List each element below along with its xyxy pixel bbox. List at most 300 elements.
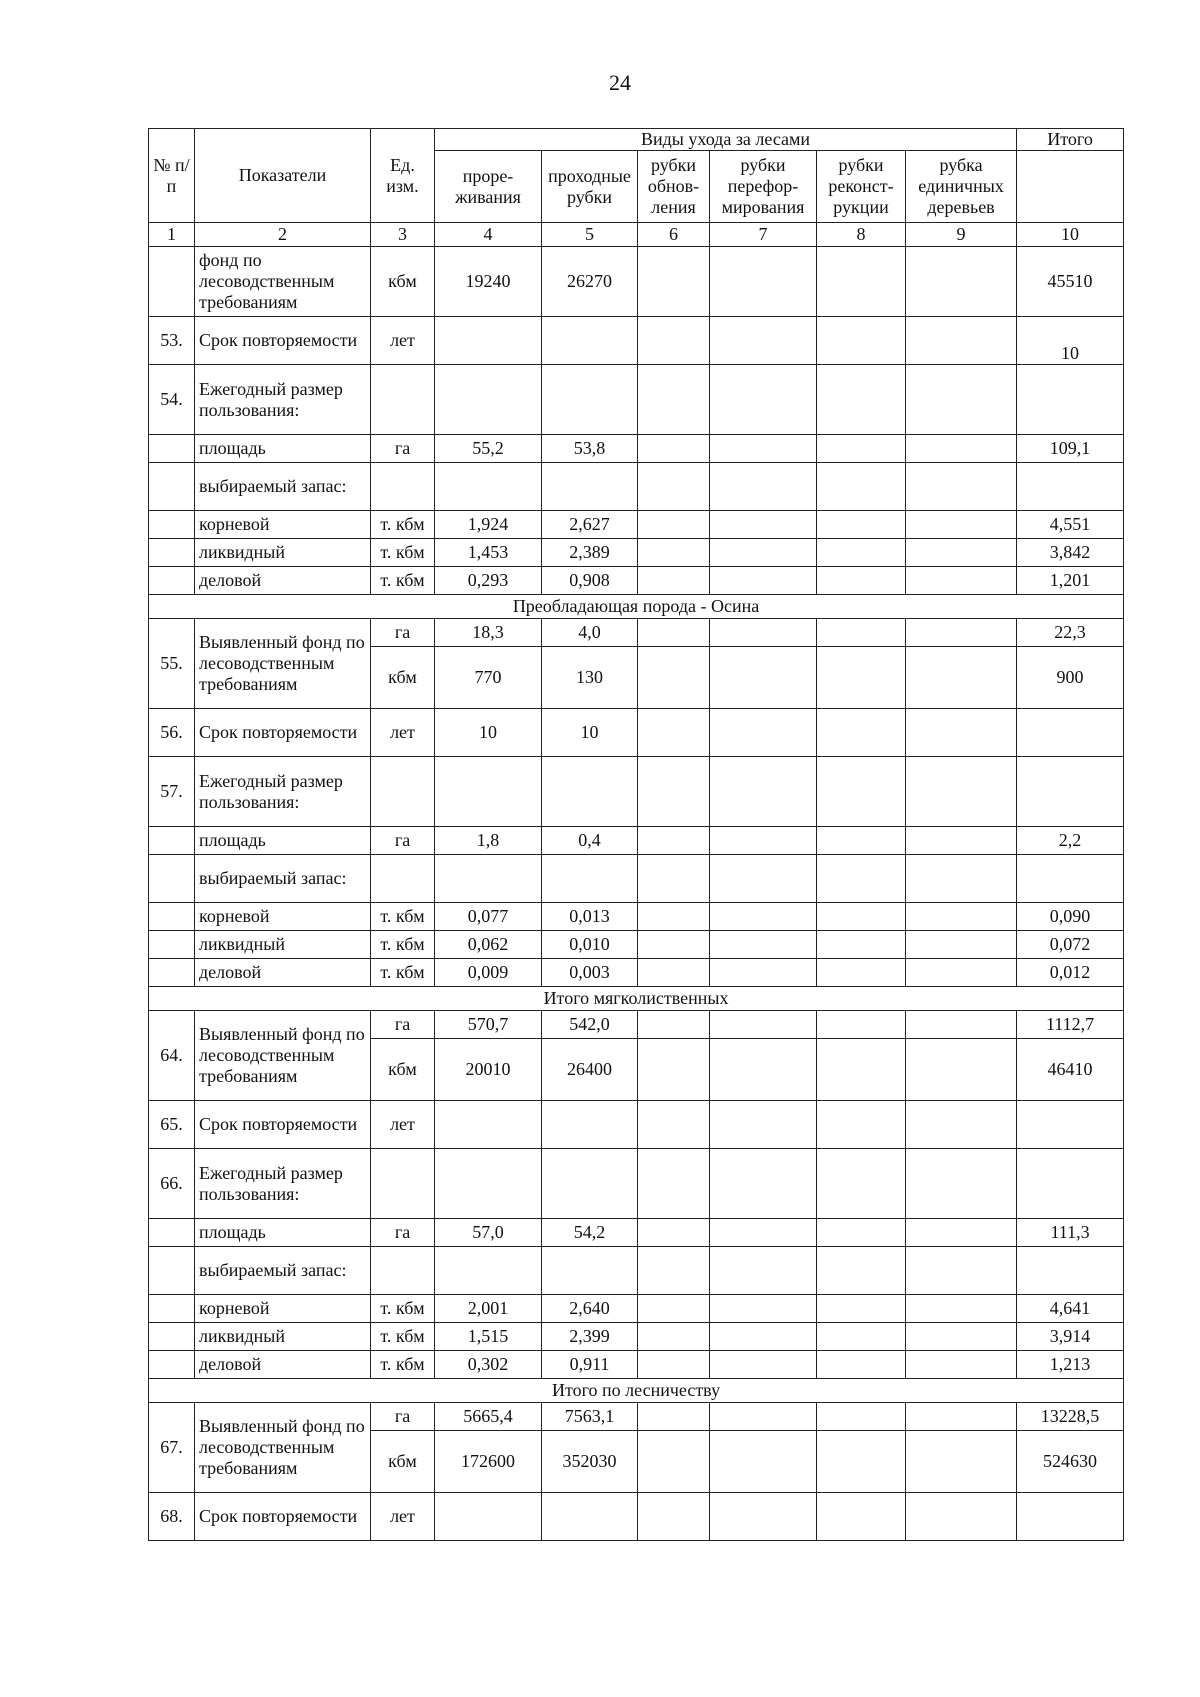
cell-value — [638, 1219, 710, 1247]
column-number: 10 — [1017, 223, 1124, 247]
cell-value — [710, 511, 817, 539]
cell-value — [1017, 757, 1124, 827]
cell-value — [638, 619, 710, 647]
table-row — [149, 365, 1124, 435]
cell-value — [710, 567, 817, 595]
cell-value: 0,911 — [542, 1351, 638, 1379]
row-unit: га — [371, 1011, 435, 1039]
section-header-row — [149, 595, 1124, 619]
cell-value — [435, 317, 542, 365]
cell-value — [817, 1351, 906, 1379]
row-unit — [371, 855, 435, 903]
cell-value — [906, 709, 1017, 757]
cell-value: 1,201 — [1017, 567, 1124, 595]
cell-value — [638, 709, 710, 757]
cell-value — [710, 709, 817, 757]
cell-value — [817, 1149, 906, 1219]
column-number: 7 — [710, 223, 817, 247]
section-title: Итого мягколиственных — [149, 987, 1124, 1011]
cell-value — [542, 365, 638, 435]
row-label: площадь — [195, 1219, 371, 1247]
row-number — [149, 1247, 195, 1295]
cell-value: 0,009 — [435, 959, 542, 987]
table-row — [149, 959, 1124, 987]
cell-value: 4,641 — [1017, 1295, 1124, 1323]
cell-value — [1017, 1101, 1124, 1149]
cell-value — [638, 855, 710, 903]
row-number: 56. — [149, 709, 195, 757]
page-number: 24 — [609, 70, 631, 95]
cell-value: 1,515 — [435, 1323, 542, 1351]
cell-value — [710, 435, 817, 463]
row-number — [149, 539, 195, 567]
cell-value: 0,012 — [1017, 959, 1124, 987]
column-number-row — [149, 223, 1124, 247]
cell-value: 4,0 — [542, 619, 638, 647]
row-number — [149, 959, 195, 987]
row-unit: кбм — [371, 247, 435, 317]
cell-value — [710, 931, 817, 959]
cell-value — [638, 903, 710, 931]
cell-value: 26400 — [542, 1039, 638, 1101]
cell-value: 7563,1 — [542, 1403, 638, 1431]
cell-value — [710, 855, 817, 903]
cell-value — [435, 1493, 542, 1541]
cell-value — [817, 1323, 906, 1351]
row-unit: га — [371, 435, 435, 463]
cell-value — [1017, 463, 1124, 511]
row-unit: т. кбм — [371, 567, 435, 595]
row-unit — [371, 1247, 435, 1295]
row-label: Срок повторяемости — [195, 317, 371, 365]
table-row — [149, 757, 1124, 827]
cell-value — [906, 1011, 1017, 1039]
table-row — [149, 435, 1124, 463]
cell-value — [710, 757, 817, 827]
cell-value: 0,013 — [542, 903, 638, 931]
row-unit: га — [371, 619, 435, 647]
cell-value — [906, 317, 1017, 365]
row-unit: т. кбм — [371, 959, 435, 987]
row-unit: га — [371, 827, 435, 855]
row-label: Срок повторяемости — [195, 1493, 371, 1541]
row-number: 53. — [149, 317, 195, 365]
cell-value: 1,453 — [435, 539, 542, 567]
cell-value — [817, 903, 906, 931]
cell-value: 900 — [1017, 647, 1124, 709]
cell-value — [906, 1101, 1017, 1149]
column-number: 1 — [149, 223, 195, 247]
cell-value — [638, 1101, 710, 1149]
cell-value: 26270 — [542, 247, 638, 317]
header-col-total: Итого — [1017, 129, 1124, 151]
cell-value — [542, 855, 638, 903]
row-number: 57. — [149, 757, 195, 827]
row-label: фонд по лесоводственным требованиям — [195, 247, 371, 317]
section-title: Итого по лесничеству — [149, 1379, 1124, 1403]
cell-value: 45510 — [1017, 247, 1124, 317]
cell-value — [710, 1493, 817, 1541]
table-row — [149, 1219, 1124, 1247]
row-number — [149, 511, 195, 539]
cell-value — [435, 855, 542, 903]
row-number: 66. — [149, 1149, 195, 1219]
cell-value: 46410 — [1017, 1039, 1124, 1101]
table-row — [149, 247, 1124, 317]
row-label: Выявленный фонд по лесоводственным требованиям — [195, 1403, 371, 1493]
cell-value — [638, 1351, 710, 1379]
row-unit: кбм — [371, 647, 435, 709]
row-label: корневой — [195, 903, 371, 931]
cell-value — [906, 1323, 1017, 1351]
cell-value — [710, 247, 817, 317]
cell-value: 5665,4 — [435, 1403, 542, 1431]
cell-value: 2,389 — [542, 539, 638, 567]
cell-value — [542, 1101, 638, 1149]
header-sub-col-6: рубки обнов-ления — [638, 151, 710, 223]
cell-value: 2,627 — [542, 511, 638, 539]
section-header-row — [149, 1379, 1124, 1403]
forest-care-table — [148, 128, 1124, 1541]
row-unit: т. кбм — [371, 539, 435, 567]
cell-value: 10 — [435, 709, 542, 757]
cell-value — [435, 757, 542, 827]
cell-value: 54,2 — [542, 1219, 638, 1247]
table-row — [149, 1403, 1124, 1431]
cell-value: 770 — [435, 647, 542, 709]
cell-value — [906, 757, 1017, 827]
cell-value — [906, 959, 1017, 987]
cell-value — [638, 539, 710, 567]
cell-value — [817, 1431, 906, 1493]
cell-value: 0,4 — [542, 827, 638, 855]
table-row — [149, 855, 1124, 903]
cell-value — [817, 1011, 906, 1039]
row-unit: т. кбм — [371, 931, 435, 959]
cell-value — [710, 317, 817, 365]
cell-value — [542, 1247, 638, 1295]
cell-value — [906, 247, 1017, 317]
cell-value — [906, 1039, 1017, 1101]
cell-value: 3,842 — [1017, 539, 1124, 567]
cell-value — [906, 463, 1017, 511]
row-label: Выявленный фонд по лесоводственным требованиям — [195, 1011, 371, 1101]
cell-value — [638, 827, 710, 855]
cell-value: 1112,7 — [1017, 1011, 1124, 1039]
cell-value: 0,010 — [542, 931, 638, 959]
table-row — [149, 511, 1124, 539]
row-unit: лет — [371, 1101, 435, 1149]
cell-value — [906, 539, 1017, 567]
row-number: 55. — [149, 619, 195, 709]
cell-value: 1,924 — [435, 511, 542, 539]
table-row — [149, 1351, 1124, 1379]
header-col-indicators: Показатели — [195, 129, 371, 223]
cell-value: 0,090 — [1017, 903, 1124, 931]
cell-value — [817, 959, 906, 987]
column-number: 3 — [371, 223, 435, 247]
cell-value — [817, 365, 906, 435]
row-label: деловой — [195, 959, 371, 987]
cell-value — [1017, 709, 1124, 757]
row-number: 67. — [149, 1403, 195, 1493]
cell-value: 0,062 — [435, 931, 542, 959]
cell-value — [817, 757, 906, 827]
cell-value — [638, 1431, 710, 1493]
table-row — [149, 567, 1124, 595]
cell-value — [710, 1323, 817, 1351]
cell-value — [542, 317, 638, 365]
cell-value — [638, 247, 710, 317]
cell-value — [638, 1323, 710, 1351]
cell-value — [638, 1295, 710, 1323]
cell-value — [817, 463, 906, 511]
table-row — [149, 1101, 1124, 1149]
cell-value — [906, 619, 1017, 647]
row-label: Выявленный фонд по лесоводственным требованиям — [195, 619, 371, 709]
cell-value — [710, 1295, 817, 1323]
row-label: корневой — [195, 511, 371, 539]
cell-value: 13228,5 — [1017, 1403, 1124, 1431]
header-sub-col-9: рубка единичных деревьев — [906, 151, 1017, 223]
row-number — [149, 567, 195, 595]
cell-value — [710, 827, 817, 855]
header-sub-col-7: рубки перефор-мирования — [710, 151, 817, 223]
cell-value — [817, 247, 906, 317]
row-unit: лет — [371, 709, 435, 757]
cell-value — [817, 1295, 906, 1323]
cell-value — [710, 365, 817, 435]
cell-value — [638, 1247, 710, 1295]
cell-value — [817, 855, 906, 903]
cell-value — [817, 647, 906, 709]
cell-value — [638, 1493, 710, 1541]
cell-value — [638, 365, 710, 435]
cell-value: 0,077 — [435, 903, 542, 931]
cell-value — [435, 463, 542, 511]
cell-value — [817, 1403, 906, 1431]
row-unit: лет — [371, 317, 435, 365]
cell-value — [906, 1295, 1017, 1323]
cell-value — [542, 1149, 638, 1219]
cell-value: 2,640 — [542, 1295, 638, 1323]
cell-value — [906, 1403, 1017, 1431]
cell-value — [710, 539, 817, 567]
cell-value — [638, 1011, 710, 1039]
row-unit: лет — [371, 1493, 435, 1541]
cell-value — [817, 931, 906, 959]
cell-value: 20010 — [435, 1039, 542, 1101]
row-number — [149, 827, 195, 855]
cell-value: 22,3 — [1017, 619, 1124, 647]
row-label: Срок повторяемости — [195, 709, 371, 757]
row-number — [149, 1323, 195, 1351]
table-row — [149, 539, 1124, 567]
row-label: площадь — [195, 435, 371, 463]
cell-value: 0,302 — [435, 1351, 542, 1379]
row-label: Ежегодный размер пользования: — [195, 365, 371, 435]
cell-value — [710, 1101, 817, 1149]
section-header-row — [149, 987, 1124, 1011]
cell-value — [710, 1431, 817, 1493]
cell-value — [638, 931, 710, 959]
row-unit — [371, 463, 435, 511]
cell-value — [817, 567, 906, 595]
row-label: деловой — [195, 1351, 371, 1379]
row-number: 64. — [149, 1011, 195, 1101]
cell-value — [817, 1039, 906, 1101]
cell-value — [710, 903, 817, 931]
table-row — [149, 709, 1124, 757]
row-number — [149, 855, 195, 903]
row-number: 68. — [149, 1493, 195, 1541]
row-number: 65. — [149, 1101, 195, 1149]
table-row — [149, 1247, 1124, 1295]
row-unit — [371, 757, 435, 827]
row-number — [149, 903, 195, 931]
table-row — [149, 317, 1124, 365]
cell-value — [1017, 1247, 1124, 1295]
cell-value — [1017, 1149, 1124, 1219]
cell-value — [817, 709, 906, 757]
cell-value — [435, 1149, 542, 1219]
cell-value — [906, 647, 1017, 709]
cell-value: 0,072 — [1017, 931, 1124, 959]
header-sub-col-4: проре-живания — [435, 151, 542, 223]
row-label: ликвидный — [195, 539, 371, 567]
cell-value — [817, 1493, 906, 1541]
row-unit: га — [371, 1403, 435, 1431]
cell-value: 2,2 — [1017, 827, 1124, 855]
cell-value — [906, 1431, 1017, 1493]
header-col-unit: Ед. изм. — [371, 129, 435, 223]
cell-value: 0,293 — [435, 567, 542, 595]
header-col-no: № п/п — [149, 129, 195, 223]
row-label: Ежегодный размер пользования: — [195, 757, 371, 827]
table-row — [149, 463, 1124, 511]
column-number: 6 — [638, 223, 710, 247]
cell-value — [906, 827, 1017, 855]
row-unit: т. кбм — [371, 1323, 435, 1351]
cell-value: 19240 — [435, 247, 542, 317]
column-number: 4 — [435, 223, 542, 247]
cell-value: 4,551 — [1017, 511, 1124, 539]
cell-value — [906, 1351, 1017, 1379]
cell-value: 1,8 — [435, 827, 542, 855]
cell-value: 172600 — [435, 1431, 542, 1493]
cell-value — [817, 827, 906, 855]
cell-value — [710, 959, 817, 987]
cell-value — [1017, 365, 1124, 435]
cell-value: 0,908 — [542, 567, 638, 595]
cell-value — [710, 1219, 817, 1247]
table-row — [149, 1149, 1124, 1219]
cell-value — [906, 567, 1017, 595]
cell-value — [906, 1149, 1017, 1219]
row-label: корневой — [195, 1295, 371, 1323]
row-label: площадь — [195, 827, 371, 855]
column-number: 5 — [542, 223, 638, 247]
cell-value: 53,8 — [542, 435, 638, 463]
row-label: ликвидный — [195, 931, 371, 959]
cell-value: 111,3 — [1017, 1219, 1124, 1247]
cell-value — [542, 757, 638, 827]
row-unit: т. кбм — [371, 1295, 435, 1323]
cell-value: 130 — [542, 647, 638, 709]
cell-value — [1017, 855, 1124, 903]
cell-value — [638, 567, 710, 595]
cell-value — [817, 539, 906, 567]
row-unit — [371, 1149, 435, 1219]
cell-value: 0,003 — [542, 959, 638, 987]
row-label: выбираемый запас: — [195, 1247, 371, 1295]
row-number — [149, 435, 195, 463]
table-row — [149, 1011, 1124, 1039]
section-title: Преобладающая порода - Осина — [149, 595, 1124, 619]
row-label: Ежегодный размер пользования: — [195, 1149, 371, 1219]
table-row — [149, 1323, 1124, 1351]
column-number: 8 — [817, 223, 906, 247]
row-unit — [371, 365, 435, 435]
cell-value — [906, 1247, 1017, 1295]
cell-value: 542,0 — [542, 1011, 638, 1039]
cell-value — [638, 757, 710, 827]
cell-value — [710, 1247, 817, 1295]
row-label: Срок повторяемости — [195, 1101, 371, 1149]
table-row — [149, 827, 1124, 855]
row-unit: кбм — [371, 1039, 435, 1101]
header-sub-col-10 — [1017, 151, 1124, 223]
cell-value: 3,914 — [1017, 1323, 1124, 1351]
cell-value: 2,399 — [542, 1323, 638, 1351]
table-row — [149, 931, 1124, 959]
column-number: 9 — [906, 223, 1017, 247]
cell-value — [638, 1039, 710, 1101]
cell-value: 10 — [1017, 317, 1124, 365]
row-number — [149, 247, 195, 317]
cell-value — [435, 1247, 542, 1295]
header-sub-col-5: проходные рубки — [542, 151, 638, 223]
row-number — [149, 931, 195, 959]
cell-value — [638, 435, 710, 463]
cell-value: 57,0 — [435, 1219, 542, 1247]
table-row — [149, 1493, 1124, 1541]
cell-value — [906, 1219, 1017, 1247]
cell-value — [906, 903, 1017, 931]
cell-value — [710, 1039, 817, 1101]
table-row — [149, 619, 1124, 647]
cell-value — [817, 317, 906, 365]
header-sub-col-8: рубки реконст-рукции — [817, 151, 906, 223]
cell-value — [710, 647, 817, 709]
cell-value — [710, 1149, 817, 1219]
cell-value: 55,2 — [435, 435, 542, 463]
row-label: деловой — [195, 567, 371, 595]
cell-value: 109,1 — [1017, 435, 1124, 463]
cell-value: 352030 — [542, 1431, 638, 1493]
row-number — [149, 1351, 195, 1379]
cell-value — [710, 463, 817, 511]
cell-value: 570,7 — [435, 1011, 542, 1039]
cell-value — [710, 1351, 817, 1379]
cell-value — [638, 1149, 710, 1219]
row-unit: т. кбм — [371, 1351, 435, 1379]
cell-value — [906, 365, 1017, 435]
cell-value — [638, 463, 710, 511]
cell-value — [817, 435, 906, 463]
cell-value: 524630 — [1017, 1431, 1124, 1493]
row-unit: т. кбм — [371, 511, 435, 539]
